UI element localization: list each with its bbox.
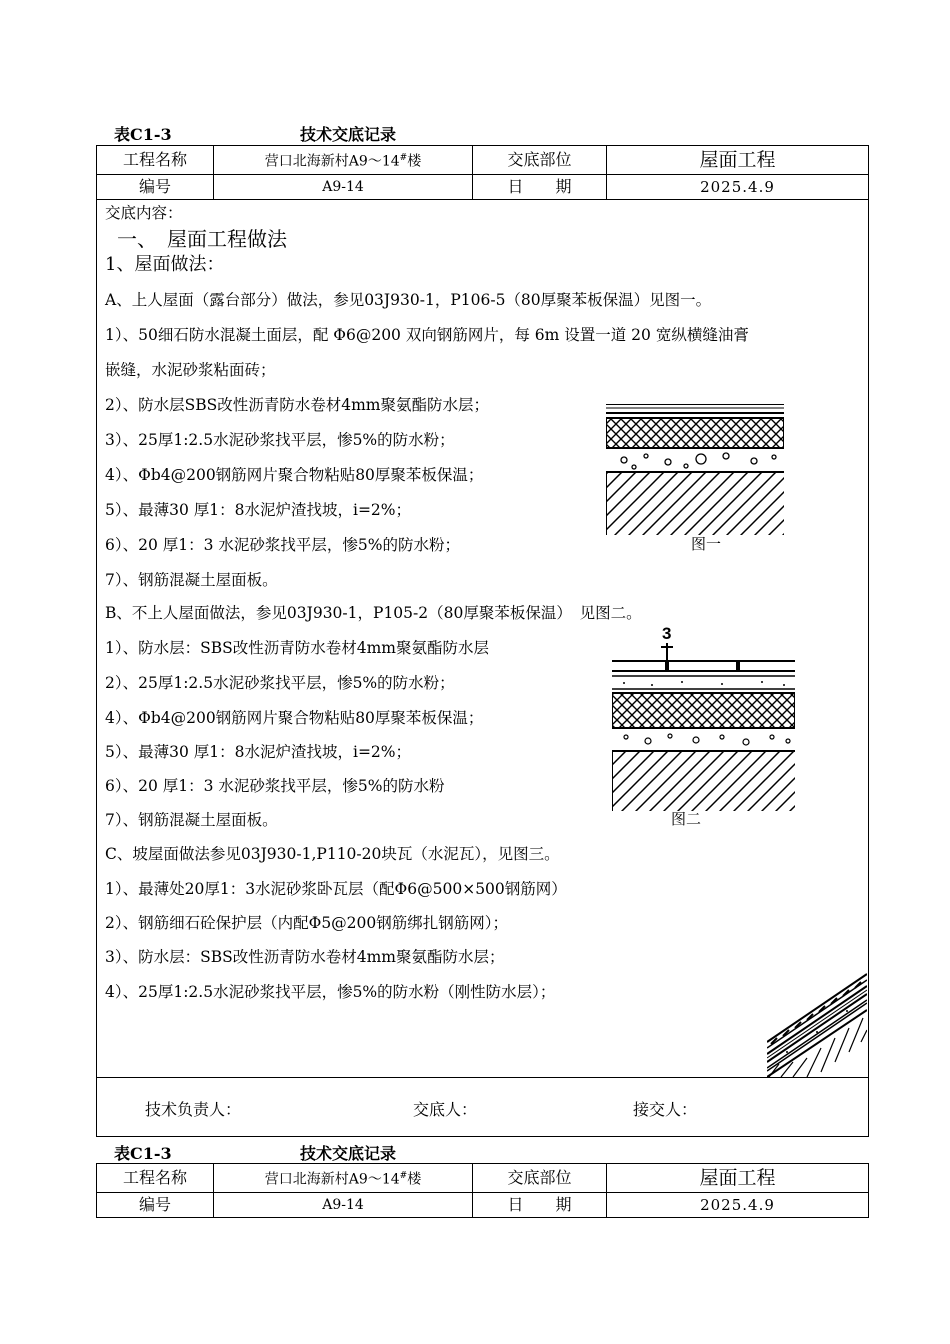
presenter-signature: 交底人： (413, 1100, 478, 1119)
text-line: 7）、钢筋混凝土屋面板。 (105, 571, 278, 589)
form-title: 技术交底记录 (300, 125, 397, 144)
header-table-repeat (96, 1163, 869, 1218)
date-value: 2025.4.9 (607, 174, 869, 199)
figure-2-roof-section (612, 625, 795, 811)
project-name: 营口北海新村A9～14 (264, 153, 400, 170)
text-line: 4）、25厚1:2.5水泥砂浆找平层，惨5%的防水粉（刚性防水层）； (105, 983, 556, 1001)
figure-1-roof-section (606, 404, 784, 535)
text-line: 1）、50细石防水混凝土面层，配 Φ6@200 双向钢筋网片，每 6m 设置一道 20 宽纵横缝油膏 (105, 326, 749, 344)
number-value: A9-14 (214, 174, 473, 199)
form-number: 表C1-3 (114, 125, 172, 144)
text-line: 3）、防水层：SBS改性沥青防水卷材4mm聚氨酯防水层； (105, 948, 505, 966)
text-line: 5）、最薄30 厚1：8水泥炉渣找坡，i=2%； (105, 501, 412, 519)
header-row-project (97, 1164, 869, 1193)
date-label: 日 期 (473, 1192, 607, 1217)
text-line: 1）、最薄处20厚1：3水泥砂浆卧瓦层（配Φ6@500×500钢筋网） (105, 880, 567, 898)
signature-divider (97, 1077, 868, 1078)
header-row-project (97, 146, 869, 175)
number-label: 编号 (97, 1192, 214, 1217)
content-label: 交底内容： (105, 204, 183, 222)
text-line: B、不上人屋面做法，参见03J930-1，P105-2（80厚聚苯板保温） 见图二。 (105, 604, 642, 622)
text-line: 2）、防水层SBS改性沥青防水卷材4mm聚氨酯防水层； (105, 396, 489, 414)
text-line: 3）、25厚1:2.5水泥砂浆找平层，惨5%的防水粉； (105, 431, 455, 449)
text-line: C、坡屋面做法参见03J930-1,P110-20块瓦（水泥瓦），见图三。 (105, 845, 560, 863)
figure-3-sloped-roof (767, 972, 867, 1077)
location-value: 屋面工程 (607, 146, 869, 175)
form-title-repeat: 技术交底记录 (300, 1144, 397, 1163)
text-line: 2）、25厚1:2.5水泥砂浆找平层，惨5%的防水粉； (105, 674, 455, 692)
text-line: 5）、最薄30 厚1：8水泥炉渣找坡，i=2%； (105, 743, 412, 761)
project-tail: 楼 (407, 1171, 422, 1188)
text-line: 7）、钢筋混凝土屋面板。 (105, 811, 278, 829)
project-value (214, 146, 473, 175)
text-line: 4）、Φb4@200钢筋网片聚合物粘贴80厚聚苯板保温； (105, 709, 484, 727)
text-line: 1）、防水层：SBS改性沥青防水卷材4mm聚氨酯防水层 (105, 639, 489, 657)
date-label: 日 期 (473, 174, 607, 199)
project-tail: 楼 (407, 153, 422, 170)
sub-title: 1、屋面做法： (105, 254, 225, 275)
project-name: 营口北海新村A9～14 (264, 1171, 400, 1188)
project-sup: # (399, 1171, 408, 1181)
figure-1-label: 图一 (691, 535, 722, 553)
project-value (214, 1164, 473, 1193)
header-row-number (97, 174, 869, 199)
figure-2-number: 3 (662, 625, 672, 643)
text-line: 2）、钢筋细石砼保护层（内配Φ5@200钢筋绑扎钢筋网）； (105, 914, 509, 932)
date-value: 2025.4.9 (607, 1192, 869, 1217)
project-sup: # (399, 153, 408, 163)
project-label: 工程名称 (97, 1164, 214, 1193)
text-line: A、上人屋面（露台部分）做法，参见03J930-1，P106-5（80厚聚苯板保温）见图一。 (105, 291, 712, 309)
location-label: 交底部位 (473, 146, 607, 175)
project-label: 工程名称 (97, 146, 214, 175)
location-value: 屋面工程 (607, 1164, 869, 1193)
header-row-number (97, 1192, 869, 1217)
receiver-signature: 接交人： (633, 1100, 698, 1119)
number-value: A9-14 (214, 1192, 473, 1217)
location-label: 交底部位 (473, 1164, 607, 1193)
section-title: 一、 屋面工程做法 (117, 227, 287, 251)
text-line: 嵌缝，水泥砂浆粘面砖； (105, 361, 276, 379)
figure-2-label: 图二 (671, 810, 702, 828)
text-line: 6）、20 厚1：3 水泥砂浆找平层，惨5%的防水粉； (105, 536, 461, 554)
tech-lead-signature: 技术负责人： (145, 1100, 242, 1119)
header-table (96, 145, 869, 200)
text-line: 4）、Φb4@200钢筋网片聚合物粘贴80厚聚苯板保温； (105, 466, 484, 484)
number-label: 编号 (97, 174, 214, 199)
form-number-repeat: 表C1-3 (114, 1144, 172, 1163)
text-line: 6）、20 厚1：3 水泥砂浆找平层，惨5%的防水粉 (105, 777, 445, 795)
content-box (96, 197, 869, 1137)
